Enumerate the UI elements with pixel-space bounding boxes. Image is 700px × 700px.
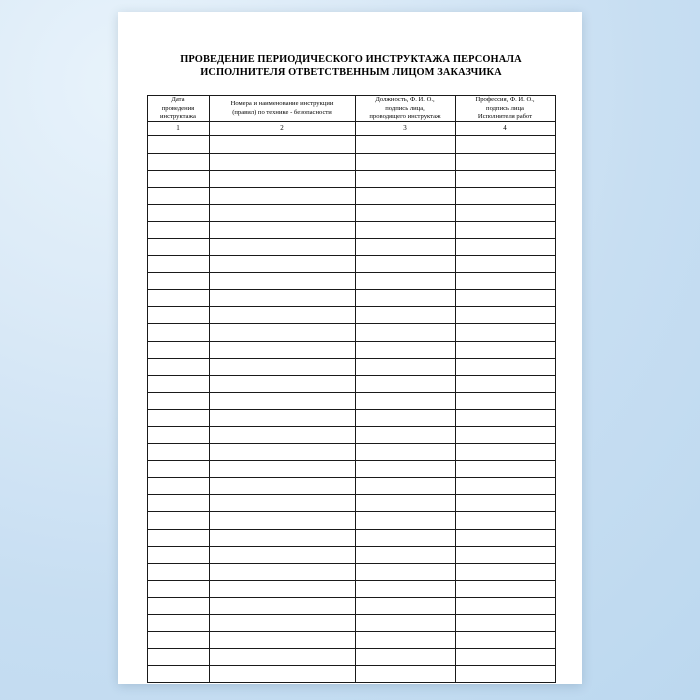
table-cell[interactable] [147, 307, 209, 324]
table-cell[interactable] [209, 478, 355, 495]
table-cell[interactable] [209, 649, 355, 666]
table-row [147, 495, 555, 512]
column-header-instruction: Номера и наименование инструкции (правил) по технике - безопасности [209, 96, 355, 122]
table-cell[interactable] [455, 444, 555, 461]
column-number-2: 2 [209, 122, 355, 136]
table-cell[interactable] [147, 324, 209, 341]
table-cell[interactable] [355, 478, 455, 495]
table-cell[interactable] [355, 409, 455, 426]
table-row [147, 153, 555, 170]
table-cell[interactable] [147, 341, 209, 358]
table-cell[interactable] [147, 290, 209, 307]
table-cell[interactable] [209, 563, 355, 580]
table-cell[interactable] [355, 444, 455, 461]
table-cell[interactable] [355, 375, 455, 392]
column-number-4: 4 [455, 122, 555, 136]
table-cell[interactable] [455, 563, 555, 580]
table-row [147, 563, 555, 580]
table-cell[interactable] [355, 546, 455, 563]
table-cell[interactable] [355, 221, 455, 238]
instruction-log-table [147, 95, 556, 683]
table-cell[interactable] [209, 375, 355, 392]
table-cell[interactable] [209, 153, 355, 170]
table-cell[interactable] [209, 256, 355, 273]
column-header-date: Дата проведения инструктажа [147, 96, 209, 122]
table-row [147, 649, 555, 666]
table-cell[interactable] [147, 170, 209, 187]
table-cell[interactable] [147, 136, 209, 153]
table-row [147, 136, 555, 153]
table-cell[interactable] [147, 221, 209, 238]
table-cell[interactable] [147, 427, 209, 444]
table-cell[interactable] [355, 427, 455, 444]
table-cell[interactable] [209, 580, 355, 597]
table-cell[interactable] [455, 324, 555, 341]
table-cell[interactable] [355, 187, 455, 204]
table-cell[interactable] [455, 273, 555, 290]
page-title [152, 54, 550, 79]
table-cell[interactable] [147, 615, 209, 632]
table-cell[interactable] [455, 290, 555, 307]
table-cell[interactable] [209, 358, 355, 375]
table-cell[interactable] [209, 546, 355, 563]
table-cell[interactable] [209, 221, 355, 238]
table-cell[interactable] [147, 153, 209, 170]
table-row [147, 341, 555, 358]
table-cell[interactable] [455, 529, 555, 546]
table-cell[interactable] [147, 666, 209, 683]
table-cell[interactable] [455, 597, 555, 614]
table-cell[interactable] [455, 170, 555, 187]
table-row [147, 580, 555, 597]
table-row [147, 392, 555, 409]
table-cell[interactable] [209, 427, 355, 444]
table-cell[interactable] [355, 290, 455, 307]
table-cell[interactable] [455, 238, 555, 255]
table-row [147, 461, 555, 478]
table-row [147, 375, 555, 392]
table-cell[interactable] [455, 204, 555, 221]
table-cell[interactable] [455, 409, 555, 426]
table-cell[interactable] [147, 358, 209, 375]
table-cell[interactable] [209, 615, 355, 632]
table-cell[interactable] [209, 409, 355, 426]
table-cell[interactable] [209, 170, 355, 187]
table-cell[interactable] [455, 495, 555, 512]
table-cell[interactable] [147, 256, 209, 273]
table-cell[interactable] [455, 632, 555, 649]
table-cell[interactable] [209, 444, 355, 461]
table-cell[interactable] [147, 580, 209, 597]
table-cell[interactable] [455, 341, 555, 358]
table-row [147, 238, 555, 255]
table-cell[interactable] [455, 512, 555, 529]
table-cell[interactable] [455, 221, 555, 238]
table-cell[interactable] [209, 204, 355, 221]
table-cell[interactable] [355, 529, 455, 546]
document-page [118, 12, 582, 684]
table-row [147, 221, 555, 238]
table-cell[interactable] [355, 392, 455, 409]
table-cell[interactable] [147, 597, 209, 614]
table-cell[interactable] [355, 666, 455, 683]
table-cell[interactable] [355, 273, 455, 290]
table-cell[interactable] [355, 341, 455, 358]
table-row [147, 512, 555, 529]
table-cell[interactable] [455, 666, 555, 683]
table-cell[interactable] [355, 307, 455, 324]
table-cell[interactable] [209, 136, 355, 153]
table-cell[interactable] [455, 256, 555, 273]
table-row [147, 666, 555, 683]
table-row [147, 632, 555, 649]
table-cell[interactable] [147, 187, 209, 204]
table-cell[interactable] [209, 307, 355, 324]
table-cell[interactable] [147, 409, 209, 426]
table-row [147, 256, 555, 273]
table-cell[interactable] [355, 597, 455, 614]
table-cell[interactable] [209, 597, 355, 614]
table-body [147, 136, 555, 683]
table-cell[interactable] [209, 392, 355, 409]
table-cell[interactable] [147, 444, 209, 461]
table-cell[interactable] [455, 392, 555, 409]
table-cell[interactable] [209, 512, 355, 529]
table-cell[interactable] [355, 153, 455, 170]
table-row [147, 307, 555, 324]
table-row [147, 615, 555, 632]
table-cell[interactable] [355, 170, 455, 187]
table-row [147, 204, 555, 221]
table-cell[interactable] [455, 478, 555, 495]
table-cell[interactable] [209, 341, 355, 358]
column-header-instructor: Должность, Ф. И. О., подпись лица, проводящего инструктаж [355, 96, 455, 122]
table-cell[interactable] [455, 136, 555, 153]
table-row [147, 529, 555, 546]
page-title-line-1: ПРОВЕДЕНИЕ ПЕРИОДИЧЕСКОГО ИНСТРУКТАЖА ПЕРСОНАЛА [180, 54, 522, 65]
table-row [147, 358, 555, 375]
table-column-number-row [147, 122, 555, 136]
table-cell[interactable] [355, 512, 455, 529]
table-cell[interactable] [209, 461, 355, 478]
table-cell[interactable] [147, 238, 209, 255]
table-cell[interactable] [455, 427, 555, 444]
table-cell[interactable] [147, 529, 209, 546]
table-cell[interactable] [355, 358, 455, 375]
table-cell[interactable] [147, 512, 209, 529]
table-cell[interactable] [147, 375, 209, 392]
table-cell[interactable] [355, 563, 455, 580]
table-cell[interactable] [455, 358, 555, 375]
table-cell[interactable] [355, 632, 455, 649]
table-row [147, 170, 555, 187]
column-number-3: 3 [355, 122, 455, 136]
table-cell[interactable] [147, 649, 209, 666]
table-cell[interactable] [147, 204, 209, 221]
table-cell[interactable] [355, 324, 455, 341]
page-title-line-2: ИСПОЛНИТЕЛЯ ОТВЕТСТВЕННЫМ ЛИЦОМ ЗАКАЗЧИКА [200, 66, 502, 78]
table-cell[interactable] [209, 238, 355, 255]
table-cell[interactable] [209, 324, 355, 341]
table-cell[interactable] [147, 563, 209, 580]
table-cell[interactable] [147, 495, 209, 512]
table-cell[interactable] [209, 273, 355, 290]
table-row [147, 546, 555, 563]
table-cell[interactable] [455, 307, 555, 324]
table-cell[interactable] [455, 580, 555, 597]
table-row [147, 273, 555, 290]
table-cell[interactable] [209, 632, 355, 649]
table-row [147, 409, 555, 426]
table-cell[interactable] [455, 153, 555, 170]
table-row [147, 597, 555, 614]
table-cell[interactable] [209, 495, 355, 512]
table-cell[interactable] [455, 649, 555, 666]
table-cell[interactable] [147, 632, 209, 649]
table-cell[interactable] [209, 666, 355, 683]
table-row [147, 187, 555, 204]
table-header-row [147, 96, 555, 122]
table-cell[interactable] [209, 529, 355, 546]
table-header [147, 96, 555, 136]
table-cell[interactable] [355, 461, 455, 478]
table-cell[interactable] [455, 187, 555, 204]
table-cell[interactable] [147, 392, 209, 409]
table-cell[interactable] [455, 375, 555, 392]
table-row [147, 427, 555, 444]
table-cell[interactable] [209, 187, 355, 204]
table-cell[interactable] [355, 238, 455, 255]
table-cell[interactable] [355, 136, 455, 153]
document-content [146, 40, 556, 683]
table-cell[interactable] [147, 273, 209, 290]
table-cell[interactable] [455, 461, 555, 478]
table-row [147, 290, 555, 307]
table-cell[interactable] [355, 256, 455, 273]
table-cell[interactable] [147, 478, 209, 495]
table-row [147, 478, 555, 495]
table-cell[interactable] [209, 290, 355, 307]
table-row [147, 444, 555, 461]
table-cell[interactable] [355, 495, 455, 512]
column-header-worker: Профессия, Ф. И. О., подпись лица Исполнителя работ [455, 96, 555, 122]
table-cell[interactable] [355, 204, 455, 221]
table-cell[interactable] [147, 546, 209, 563]
table-cell[interactable] [455, 615, 555, 632]
table-cell[interactable] [355, 615, 455, 632]
table-cell[interactable] [355, 649, 455, 666]
table-cell[interactable] [455, 546, 555, 563]
table-row [147, 324, 555, 341]
column-number-1: 1 [147, 122, 209, 136]
table-cell[interactable] [147, 461, 209, 478]
table-cell[interactable] [355, 580, 455, 597]
